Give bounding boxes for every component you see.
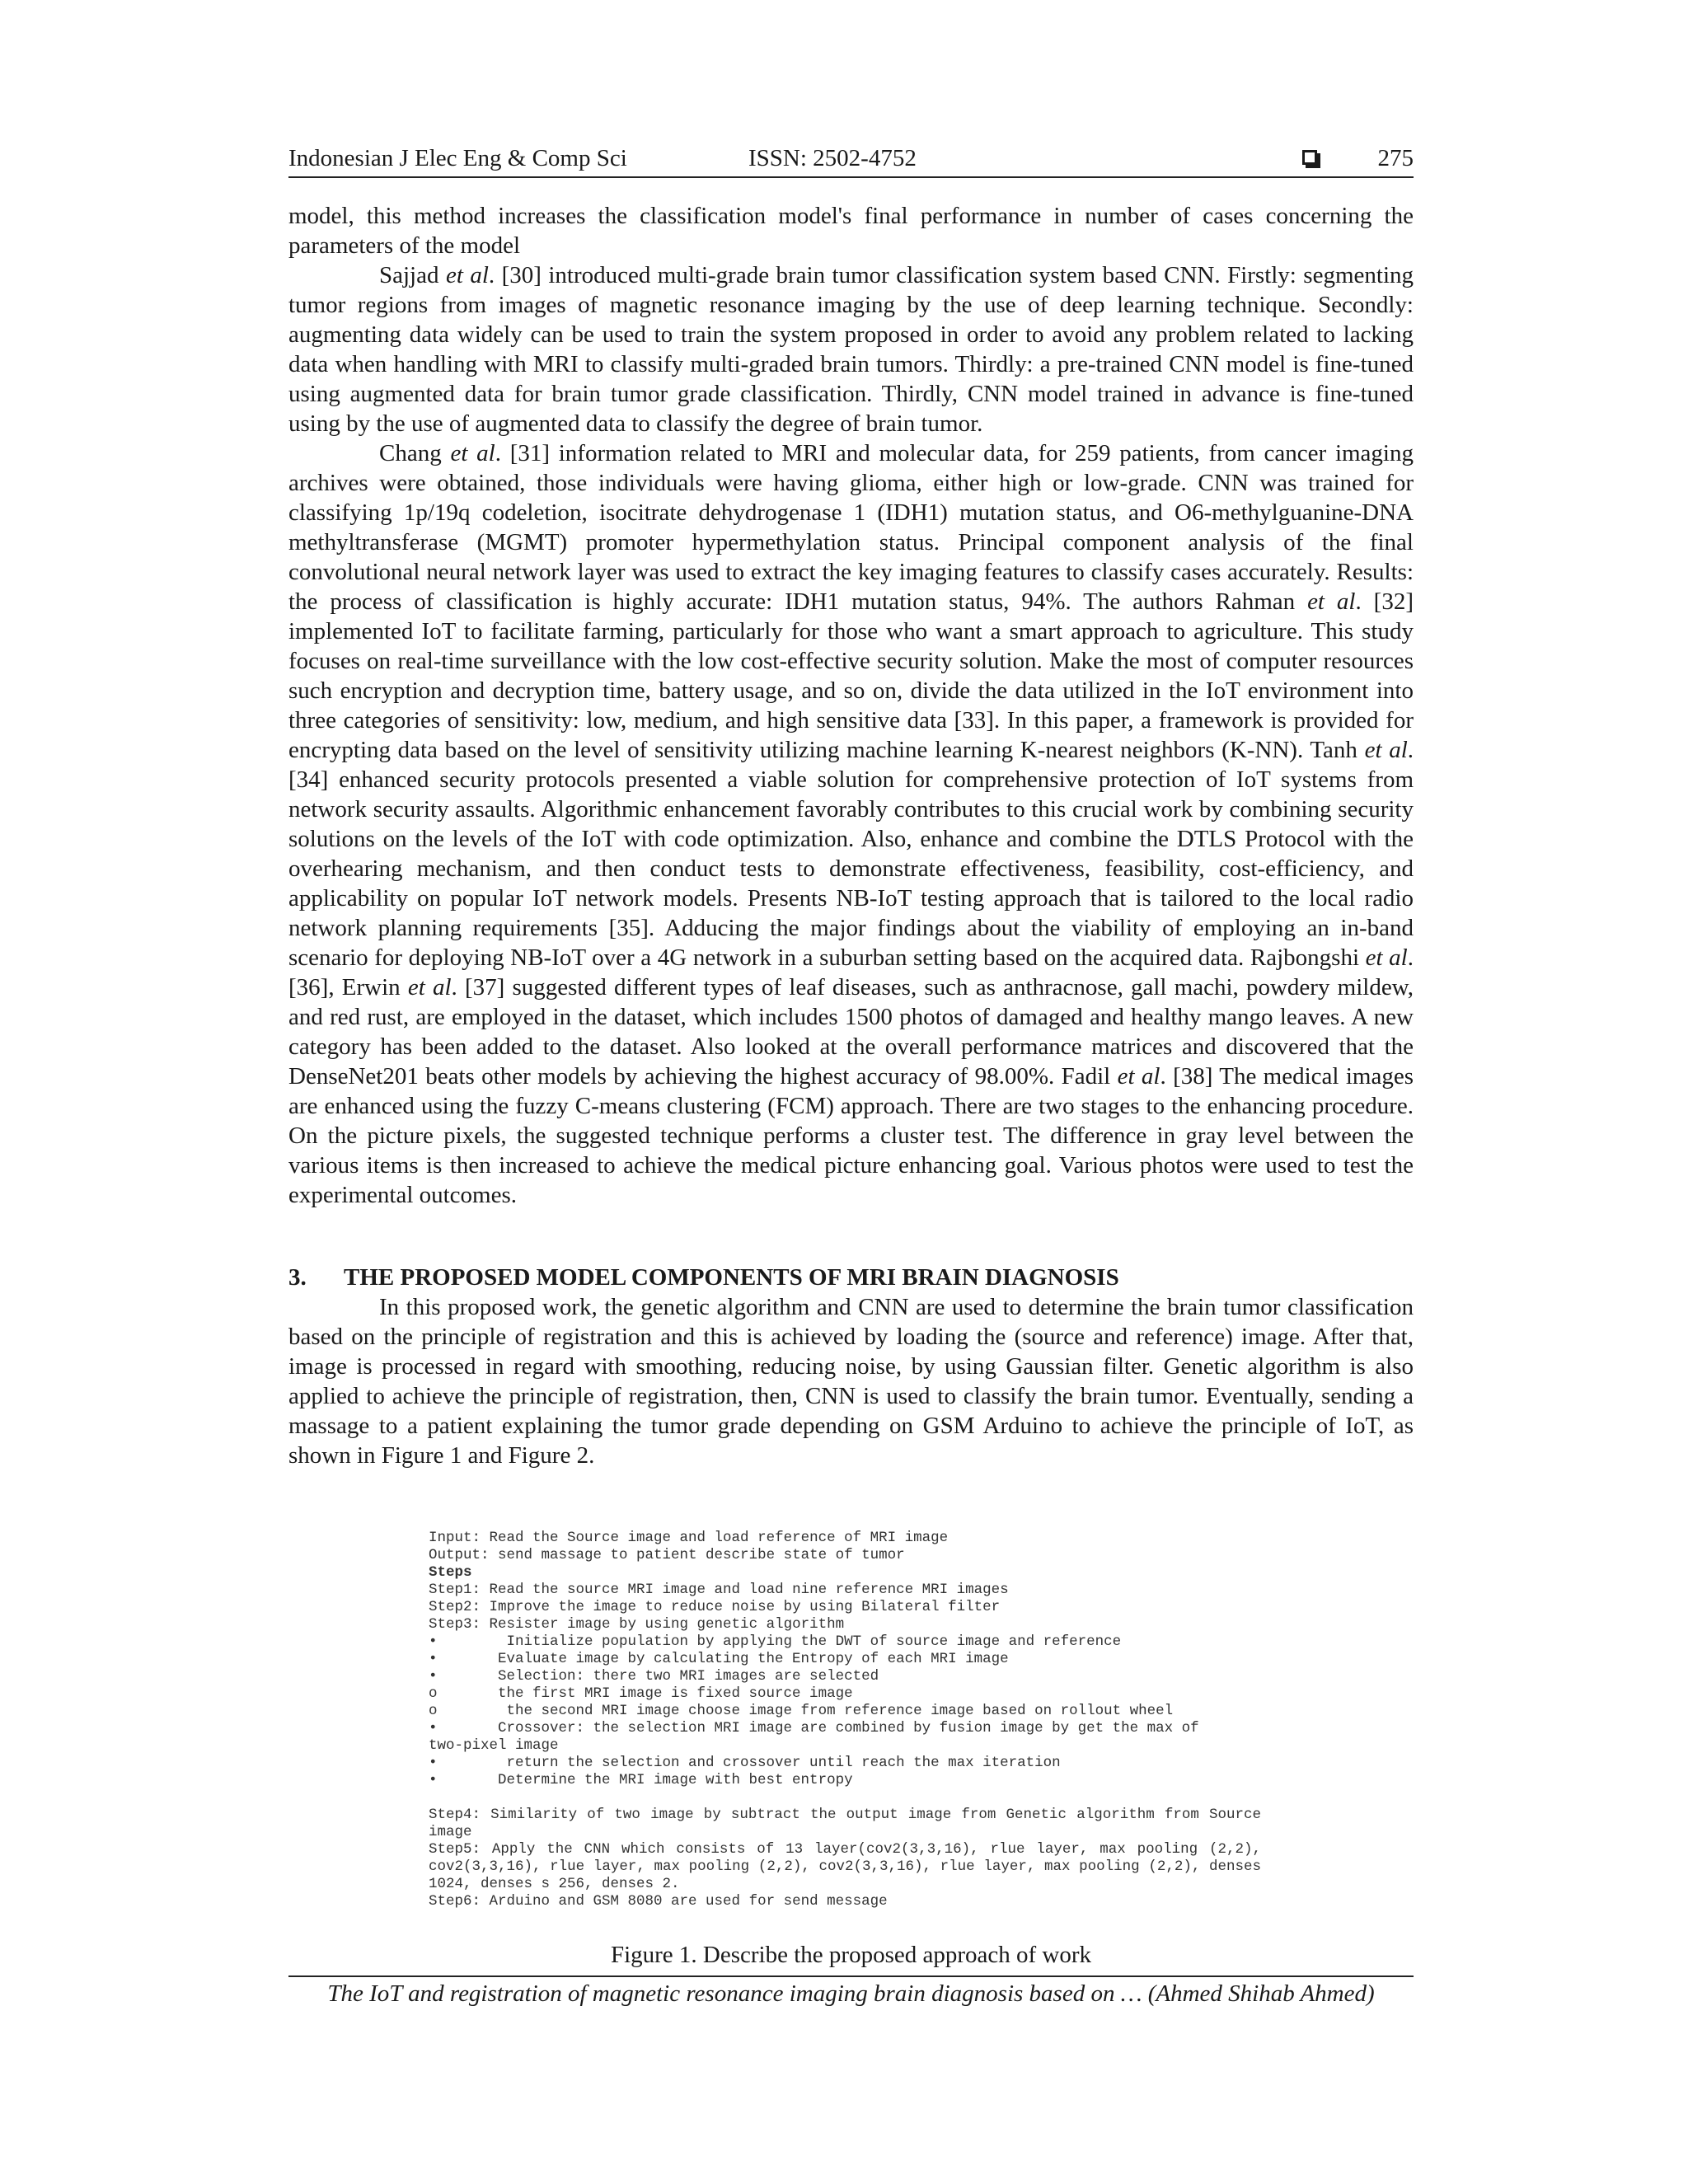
figure-sub-item <box>429 1651 1261 1668</box>
bullet-dot: • <box>429 1651 438 1667</box>
figure-step5: Step5: Apply the CNN which consists of 13 layer(cov2(3,3,16), rlue layer, max pooling (2,2), cov2(3,3,16), rlue layer, max pooling (2,2), cov2(3,3,16), rlue layer, max pooling (2,2), denses 1024, denses s 256, denses 2. <box>429 1841 1261 1892</box>
paragraph-sajjad <box>288 260 1414 438</box>
figure-sub-item <box>429 1703 1261 1720</box>
bullet-dot: • <box>429 1720 438 1736</box>
figure-sub-item <box>429 1685 1261 1703</box>
figure-sub-item <box>429 1755 1261 1772</box>
bullet-o: o <box>429 1685 438 1702</box>
author-ref: Sajjad <box>379 262 439 288</box>
bullet-dot: • <box>429 1755 438 1771</box>
paragraph-text: . [31] information related to MRI and molecular data, for 259 patients, from cancer imaging archives were obtained, those individuals were having glioma, either high or low-grade. CNN was trained for classifying 1p/19q codeletion, isocitrate dehydrogenase 1 (IDH1) mutation status, and O6-methylguanine-DNA methyltransferase (MGMT) promoter hypermethylation status. Principal component analysis of the final convolutional neural network layer was used to extract the key imaging features to classify cases accurately. Results: the process of classification is highly accurate: IDH1 mutation status, 94%. The authors Rahman <box>288 440 1414 615</box>
figure-caption: Figure 1. Describe the proposed approach of work <box>610 1942 1092 1968</box>
et-al: et al <box>407 974 452 1001</box>
figure-step4: Step4: Similarity of two image by subtract the output image from Genetic algorithm from Source image <box>429 1807 1261 1840</box>
paragraph-text: . [34] enhanced security protocols presented a viable solution for comprehensive protection of IoT systems from network security assaults. Algorithmic enhancement favorably contributes to this crucial work by combining security solutions on the levels of the IoT with code optimization. Also, enhance and combine the DTLS Protocol with the overhearing mechanism, and then conduct tests to demonstrate effectiveness, feasibility, cost-efficiency, and applicability on popular IoT network models. Presents NB-IoT testing approach that is tailored to the local radio network planning requirements [35]. Adducing the major findings about the viability of employing an in-band scenario for deploying NB-IoT over a 4G network in a suburban setting based on the acquired data. Rajbongshi <box>288 737 1414 971</box>
figure-sub-item <box>429 1772 1261 1789</box>
figure-sub-item <box>429 1633 1261 1651</box>
paragraph-continuation: model, this method increases the classification model's final performance in number of cases concerning the parameters of the model <box>288 203 1414 259</box>
figure-steps-label: Steps <box>429 1564 472 1581</box>
figure-sub-item <box>429 1668 1261 1685</box>
et-al: et al <box>1364 737 1408 763</box>
figure-step1: Step1: Read the source MRI image and load nine reference MRI images <box>429 1582 1009 1598</box>
bullet-dot: • <box>429 1633 438 1650</box>
figure-algorithm <box>429 1530 1261 1910</box>
body-text <box>288 201 1414 1470</box>
sub-text: the second MRI image choose image from reference image based on rollout wheel <box>498 1703 1174 1719</box>
paragraph-text: . [37] suggested different types of leaf diseases, such as anthracnose, gall machi, powdery mildew, and red rust, are employed in the dataset, which includes 1500 photos of damaged and healthy mango leaves. A new category has been added to the dataset. Also looked at the overall performance matrices and discovered that the DenseNet201 beats other models by achieving the highest accuracy of 98.00%. Fadil <box>288 974 1414 1090</box>
sub-text: Evaluate image by calculating the Entropy of each MRI image <box>498 1651 1009 1667</box>
figure-sub-item-cont: two-pixel image <box>429 1737 559 1754</box>
figure-step6: Step6: Arduino and GSM 8080 are used for send message <box>429 1893 888 1910</box>
sub-text: Determine the MRI image with best entropy <box>498 1772 853 1788</box>
journal-name: Indonesian J Elec Eng & Comp Sci <box>288 145 627 171</box>
running-header <box>288 142 1414 178</box>
section-heading <box>288 1263 1414 1292</box>
sub-text: Selection: there two MRI images are selected <box>498 1668 879 1685</box>
figure-step2: Step2: Improve the image to reduce noise by using Bilateral filter <box>429 1599 1001 1615</box>
sub-text: Crossover: the selection MRI image are combined by fusion image by get the max of <box>498 1720 1199 1736</box>
section-title: THE PROPOSED MODEL COMPONENTS OF MRI BRAIN DIAGNOSIS <box>344 1264 1119 1291</box>
et-al: et al <box>450 440 495 466</box>
paragraph-text: . [30] introduced multi-grade brain tumor classification system based CNN. Firstly: segmenting tumor regions from images of magnetic resonance imaging by the use of deep learning technique. Secondly: augmenting data widely can be used to train the system proposed in order to avoid any problem related to lacking data when handling with MRI to classify multi-graded brain tumors. Thirdly: a pre-trained CNN model is fine-tuned using augmented data for brain tumor grade classification. Thirdly, CNN model trained in advance is fine-tuned using by the use of augmented data to classify the degree of brain tumor. <box>288 262 1414 437</box>
figure-spacer <box>429 1789 1261 1807</box>
et-al: et al <box>1307 588 1356 615</box>
bullet-dot: • <box>429 1772 438 1788</box>
bullet-dot: • <box>429 1668 438 1685</box>
et-al: et al <box>1117 1063 1160 1090</box>
bullet-o: o <box>429 1703 438 1719</box>
box-icon <box>1302 150 1317 165</box>
paragraph-text: . [36], Erwin <box>288 944 1414 1001</box>
section-paragraph: In this proposed work, the genetic algorithm and CNN are used to determine the brain tumor classification based on the principle of registration and this is achieved by loading the (source and reference) image. After that, image is processed in regard with smoothing, reducing noise, by using Gaussian filter. Genetic algorithm is also applied to achieve the principle of registration, then, CNN is used to classify the brain tumor. Eventually, sending a massage to a patient explaining the tumor grade depending on GSM Arduino to achieve the principle of IoT, as shown in Figure 1 and Figure 2. <box>288 1294 1414 1469</box>
sub-text: Initialize population by applying the DWT of source image and reference <box>498 1633 1122 1650</box>
paragraph-chang <box>288 438 1414 1210</box>
section-number: 3. <box>288 1264 307 1291</box>
author-ref: Chang <box>379 440 442 466</box>
figure-input: Input: Read the Source image and load reference of MRI image <box>429 1530 949 1546</box>
figure-sub-item <box>429 1720 1261 1737</box>
paragraph-text: . [38] The medical images are enhanced using the fuzzy C-means clustering (FCM) approach. There are two stages to the enhancing procedure. On the picture pixels, the suggested technique performs a cluster test. The difference in gray level between the various items is then increased to achieve the medical picture enhancing goal. Various photos were used to test the experimental outcomes. <box>288 1063 1414 1208</box>
running-footer: The IoT and registration of magnetic resonance imaging brain diagnosis based on … (Ahmed Shihab Ahmed) <box>288 1975 1414 2008</box>
page-number: 275 <box>1377 145 1414 171</box>
et-al: et al <box>445 262 489 288</box>
figure-output: Output: send massage to patient describe state of tumor <box>429 1547 905 1563</box>
issn: ISSN: 2502-4752 <box>748 145 917 171</box>
sub-text: return the selection and crossover until reach the max iteration <box>498 1755 1061 1771</box>
figure-step3: Step3: Resister image by using genetic algorithm <box>429 1616 845 1633</box>
sub-text: the first MRI image is fixed source image <box>498 1685 853 1702</box>
paragraph-text: . [32] implemented IoT to facilitate farming, particularly for those who want a smart approach to agriculture. This study focuses on real-time surveillance with the low cost-effective security solution. Make the most of computer resources such encryption and decryption time, battery usage, and so on, divide the data utilized in the IoT environment into three categories of sensitivity: low, medium, and high sensitive data [33]. In this paper, a framework is provided for encrypting data based on the level of sensitivity utilizing machine learning K-nearest neighbors (K-NN). Tanh <box>288 588 1414 763</box>
et-al: et al <box>1365 944 1408 971</box>
